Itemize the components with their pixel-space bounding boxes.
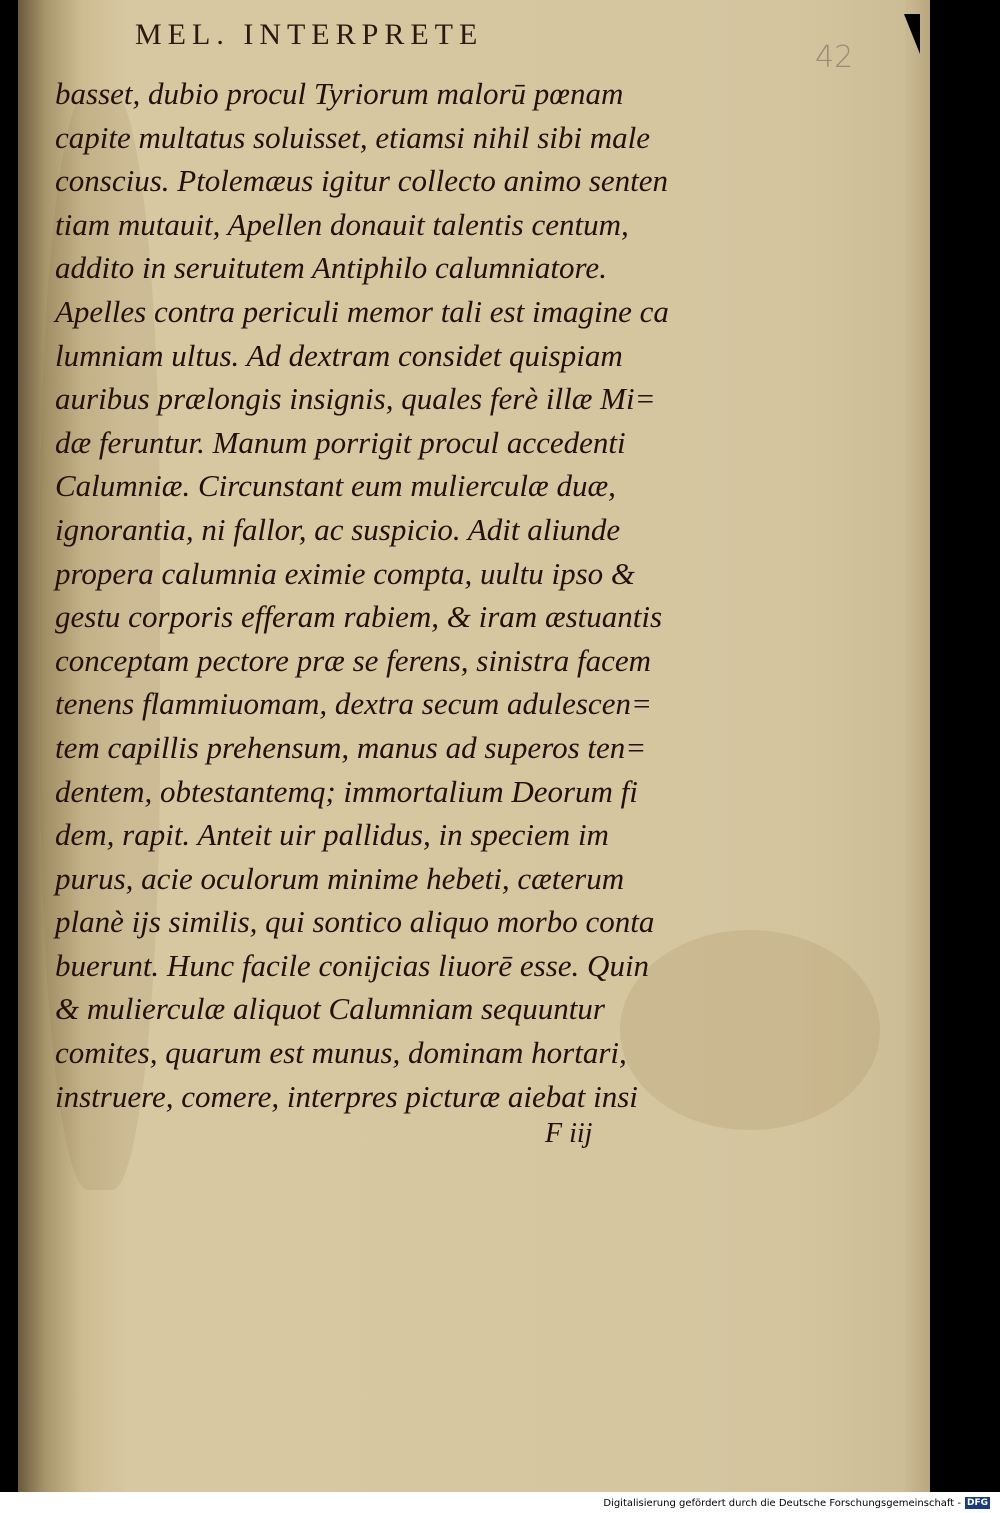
text-line: & mulierculæ aliquot Calumniam sequuntur bbox=[55, 991, 605, 1027]
text-line: Calumniæ. Circunstant eum mulierculæ duæ, bbox=[55, 468, 616, 504]
body-text bbox=[55, 72, 695, 1118]
text-line: tem capillis prehensum, manus ad superos ten= bbox=[55, 729, 647, 765]
text-line: dem, rapit. Anteit uir pallidus, in speciem im bbox=[55, 817, 609, 853]
text-line: comites, quarum est munus, dominam hortari, bbox=[55, 1035, 627, 1071]
text-line: tenens flammiuomam, dextra secum adulescen= bbox=[55, 686, 652, 722]
text-line: basset, dubio procul Tyriorum malorū pœnam bbox=[55, 76, 624, 111]
folio-number: 42 bbox=[815, 40, 854, 75]
text-line: addito in seruitutem Antiphilo calumniatore. bbox=[55, 250, 607, 286]
page-edge bbox=[905, 0, 930, 1492]
text-line: purus, acie oculorum minime hebeti, cæterum bbox=[55, 860, 625, 896]
text-line: dæ feruntur. Manum porrigit procul accedenti bbox=[55, 424, 626, 460]
text-line: gestu corporis efferam rabiem, & iram æstuantis bbox=[55, 599, 663, 635]
footer-credit-text: Digitalisierung gefördert durch die Deutsche Forschungsgemeinschaft - bbox=[603, 1497, 961, 1509]
text-line: dentem, obtestantemq; immortalium Deorum fi bbox=[55, 773, 638, 809]
footer-credit bbox=[603, 1496, 990, 1510]
text-line: conscius. Ptolemæus igitur collecto animo senten bbox=[55, 163, 669, 199]
text-line: conceptam pectore præ se ferens, sinistra facem bbox=[55, 642, 652, 678]
text-line: capite multatus soluisset, etiamsi nihil sibi male bbox=[55, 119, 651, 155]
text-line: instruere, comere, interpres picturæ aiebat insi bbox=[55, 1078, 638, 1114]
dfg-logo[interactable]: DFG bbox=[966, 1498, 988, 1508]
text-line: propera calumnia eximie compta, uultu ipso & bbox=[55, 555, 636, 591]
running-head: MEL. INTERPRETE bbox=[135, 18, 484, 51]
text-line: planè ijs similis, qui sontico aliquo morbo conta bbox=[55, 904, 655, 940]
text-line: ignorantia, ni fallor, ac suspicio. Adit aliunde bbox=[55, 511, 621, 547]
text-line: buerunt. Hunc facile conijcias liuorē esse. Quin bbox=[55, 947, 650, 983]
text-line: auribus prælongis insignis, quales ferè illæ Mi= bbox=[55, 381, 656, 417]
signature-mark: F iij bbox=[545, 1118, 593, 1149]
text-line: tiam mutauit, Apellen donauit talentis centum, bbox=[55, 206, 629, 242]
text-line: lumniam ultus. Ad dextram considet quispiam bbox=[55, 337, 623, 373]
text-line: Apelles contra periculi memor tali est imagine ca bbox=[55, 293, 669, 329]
